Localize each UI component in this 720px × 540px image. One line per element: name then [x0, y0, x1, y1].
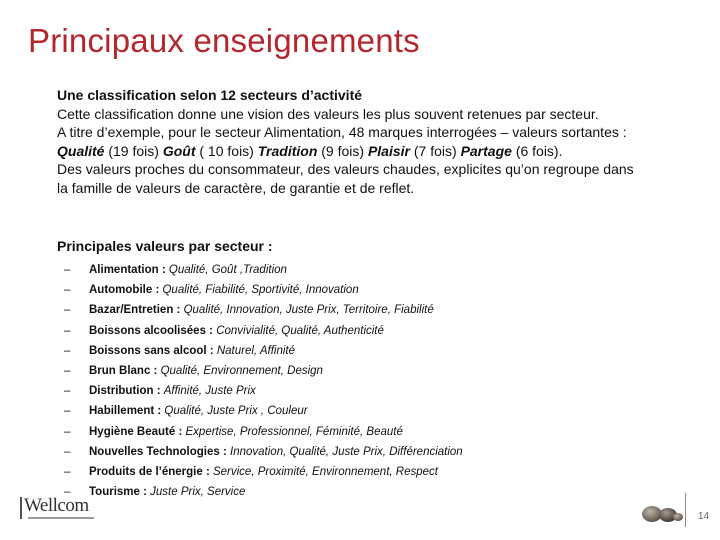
intro-block — [57, 86, 707, 197]
sector-values: Qualité, Juste Prix , Couleur — [164, 405, 308, 418]
sector-name: Bazar/Entretien : — [89, 304, 181, 317]
sector-values: Qualité, Innovation, Juste Prix, Territoire, Fiabilité — [183, 304, 434, 317]
intro-examples — [57, 142, 707, 161]
sector-name: Tourisme : — [89, 486, 147, 499]
footer-divider — [685, 493, 686, 527]
sector-name: Produits de l’énergie : — [89, 465, 210, 478]
bullet-dash: – — [64, 385, 71, 398]
sector-name: Alimentation : — [89, 264, 166, 276]
sector-name: Boissons alcoolisées : — [89, 324, 213, 337]
sector-values: Convivialité, Qualité, Authenticité — [216, 324, 384, 337]
logo-bar — [20, 497, 22, 519]
intro-heading: Une classification selon 12 secteurs d’activité — [57, 87, 363, 103]
bullet-dash: – — [64, 264, 71, 276]
sector-name: Hygiène Beauté : — [89, 425, 183, 438]
bullet-dash: – — [64, 304, 71, 317]
sector-values: Naturel, Affinité — [216, 344, 296, 357]
pebbles-icon — [640, 500, 684, 526]
company-logo — [20, 495, 98, 525]
bullet-dash: – — [64, 425, 71, 438]
example-count: (6 fois). — [515, 142, 563, 159]
example-count: (19 fois) — [108, 142, 159, 159]
page-number: 14 — [698, 511, 710, 522]
bullet-dash: – — [64, 364, 71, 377]
example-count: (7 fois) — [413, 142, 457, 159]
bullet-dash: – — [64, 445, 71, 458]
bullet-dash: – — [64, 284, 71, 297]
bullet-dash: – — [64, 324, 71, 337]
bullet-dash: – — [64, 405, 71, 418]
intro-line-1: Cette classification donne une vision des valeurs les plus souvent retenues par secteur. — [57, 105, 599, 122]
bullet-dash: – — [64, 486, 71, 499]
sector-values: Expertise, Professionnel, Féminité, Beauté — [185, 425, 403, 438]
example-value: Partage — [460, 142, 512, 159]
logo-wordmark: Wellcom — [24, 495, 89, 516]
bullet-dash: – — [64, 344, 71, 357]
sector-values: Qualité, Fiabilité, Sportivité, Innovation — [162, 284, 359, 297]
sector-values: Affinité, Juste Prix — [163, 385, 256, 398]
bullet-dash: – — [64, 465, 71, 478]
sector-name: Automobile : — [89, 284, 160, 297]
example-value: Tradition — [257, 142, 318, 159]
sector-values: Qualité, Goût ,Tradition — [168, 264, 287, 276]
intro-line-5: la famille de valeurs de caractère, de garantie et de reflet. — [57, 179, 415, 196]
sector-values: Qualité, Environnement, Design — [160, 364, 323, 377]
sector-name: Nouvelles Technologies : — [89, 445, 227, 458]
example-value: Goût — [162, 142, 196, 159]
sector-name: Distribution : — [89, 385, 161, 398]
intro-line-2: A titre d’exemple, pour le secteur Alimentation, 48 marques interrogées – valeurs sortantes : — [57, 124, 627, 140]
example-count: ( 10 fois) — [199, 142, 254, 159]
sector-name: Brun Blanc : — [89, 364, 158, 377]
values-heading: Principales valeurs par secteur : — [57, 238, 273, 254]
example-value: Plaisir — [367, 142, 410, 159]
example-count: (9 fois) — [321, 142, 365, 159]
sector-name: Habillement : — [89, 405, 162, 418]
intro-line-4: Des valeurs proches du consommateur, des valeurs chaudes, explicites qu’on regroupe dans — [57, 161, 634, 177]
logo-tagline-rule — [28, 517, 94, 519]
sector-values: Juste Prix, Service — [150, 486, 246, 499]
sector-name: Boissons sans alcool : — [89, 344, 214, 357]
sector-values: Innovation, Qualité, Juste Prix, Différenciation — [230, 445, 463, 458]
slide-title: Principaux enseignements — [28, 22, 420, 59]
example-value: Qualité — [57, 142, 105, 159]
sector-values: Service, Proximité, Environnement, Respect — [212, 465, 438, 478]
